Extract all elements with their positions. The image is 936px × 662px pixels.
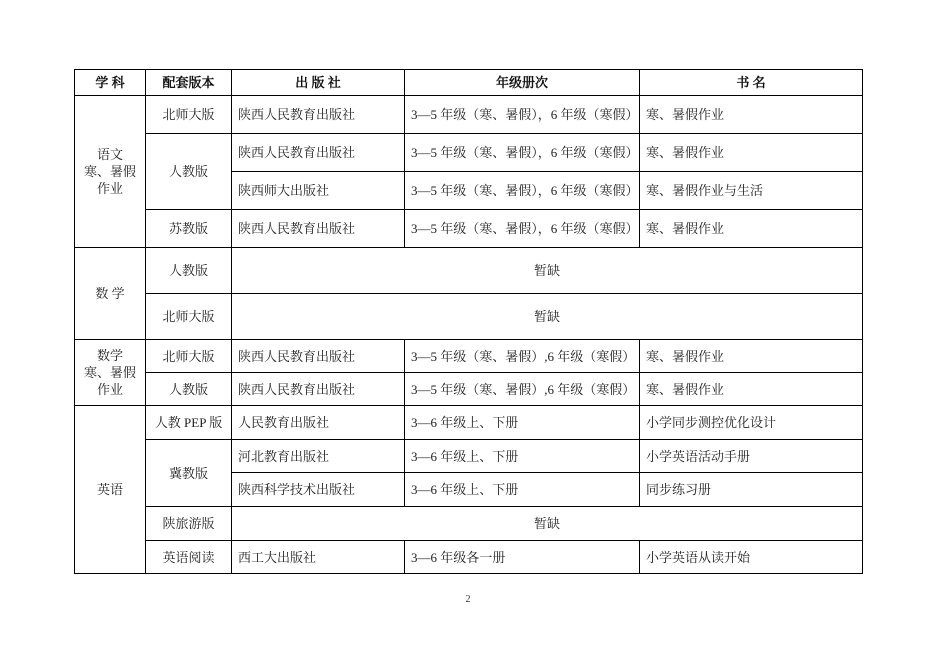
title-cell: 寒、暑假作业 <box>640 373 863 406</box>
table-row <box>75 210 863 248</box>
edition-cell: 北师大版 <box>146 340 232 373</box>
edition-cell: 北师大版 <box>146 294 232 340</box>
edition-cell: 人教版 <box>146 248 232 294</box>
title-cell: 小学英语从读开始 <box>640 541 863 574</box>
edition-cell: 陕旅游版 <box>146 507 232 541</box>
table-row <box>75 340 863 373</box>
title-cell: 寒、暑假作业 <box>640 134 863 172</box>
grades-cell: 3—5 年级（寒、暑假）,6 年级（寒假） <box>405 340 640 373</box>
table-row <box>75 541 863 574</box>
grades-cell: 3—5 年级（寒、暑假），6 年级（寒假） <box>405 96 640 134</box>
edition-cell: 人教版 <box>146 373 232 406</box>
status-cell: 暂缺 <box>232 248 863 294</box>
header-grades: 年级册次 <box>405 70 640 96</box>
subject-cell <box>75 406 146 574</box>
edition-cell: 英语阅读 <box>146 541 232 574</box>
edition-cell: 苏教版 <box>146 210 232 248</box>
title-cell: 寒、暑假作业与生活 <box>640 172 863 210</box>
grades-cell: 3—5 年级（寒、暑假），6 年级（寒假） <box>405 172 640 210</box>
grades-cell: 3—5 年级（寒、暑假）,6 年级（寒假） <box>405 373 640 406</box>
title-cell: 小学同步测控优化设计 <box>640 406 863 440</box>
subject-line: 寒、暑假 <box>83 164 136 179</box>
publisher-cell: 西工大出版社 <box>232 541 405 574</box>
edition-cell: 冀教版 <box>146 440 232 507</box>
grades-cell: 3—5 年级（寒、暑假），6 年级（寒假） <box>405 134 640 172</box>
title-cell: 寒、暑假作业 <box>640 96 863 134</box>
publisher-cell: 陕西人民教育出版社 <box>232 210 405 248</box>
subject-cell <box>75 340 146 406</box>
table-row <box>75 406 863 440</box>
title-cell: 寒、暑假作业 <box>640 340 863 373</box>
publisher-cell: 陕西人民教育出版社 <box>232 373 405 406</box>
subject-cell <box>75 96 146 248</box>
subject-line: 数 学 <box>95 286 125 301</box>
grades-cell: 3—6 年级上、下册 <box>405 406 640 440</box>
table-row <box>75 134 863 172</box>
status-cell: 暂缺 <box>232 294 863 340</box>
subject-cell <box>75 248 146 340</box>
publisher-cell: 人民教育出版社 <box>232 406 405 440</box>
table-row <box>75 248 863 294</box>
publisher-cell: 河北教育出版社 <box>232 440 405 473</box>
textbook-table <box>74 69 863 574</box>
table-row <box>75 507 863 541</box>
grades-cell: 3—5 年级（寒、暑假），6 年级（寒假） <box>405 210 640 248</box>
header-row <box>75 70 863 96</box>
subject-line: 语文 <box>96 147 123 162</box>
edition-cell: 人教 PEP 版 <box>146 406 232 440</box>
grades-cell: 3—6 年级上、下册 <box>405 473 640 507</box>
table-row <box>75 440 863 473</box>
grades-cell: 3—6 年级上、下册 <box>405 440 640 473</box>
grades-cell: 3—6 年级各一册 <box>405 541 640 574</box>
status-cell: 暂缺 <box>232 507 863 541</box>
edition-cell: 北师大版 <box>146 96 232 134</box>
publisher-cell: 陕西人民教育出版社 <box>232 340 405 373</box>
header-subject: 学 科 <box>75 70 146 96</box>
table-row <box>75 294 863 340</box>
page-number: 2 <box>465 594 471 605</box>
edition-cell: 人教版 <box>146 134 232 210</box>
subject-line: 英语 <box>96 482 123 497</box>
table-row <box>75 373 863 406</box>
subject-line: 寒、暑假 <box>83 365 136 380</box>
title-cell: 寒、暑假作业 <box>640 210 863 248</box>
title-cell: 同步练习册 <box>640 473 863 507</box>
header-edition: 配套版本 <box>146 70 232 96</box>
publisher-cell: 陕西人民教育出版社 <box>232 134 405 172</box>
subject-line: 作业 <box>96 382 123 397</box>
header-title: 书 名 <box>640 70 863 96</box>
table-row <box>75 96 863 134</box>
subject-line: 作业 <box>96 181 123 196</box>
subject-line: 数学 <box>96 348 123 363</box>
publisher-cell: 陕西人民教育出版社 <box>232 96 405 134</box>
publisher-cell: 陕西科学技术出版社 <box>232 473 405 507</box>
publisher-cell: 陕西师大出版社 <box>232 172 405 210</box>
header-publisher: 出 版 社 <box>232 70 405 96</box>
title-cell: 小学英语活动手册 <box>640 440 863 473</box>
